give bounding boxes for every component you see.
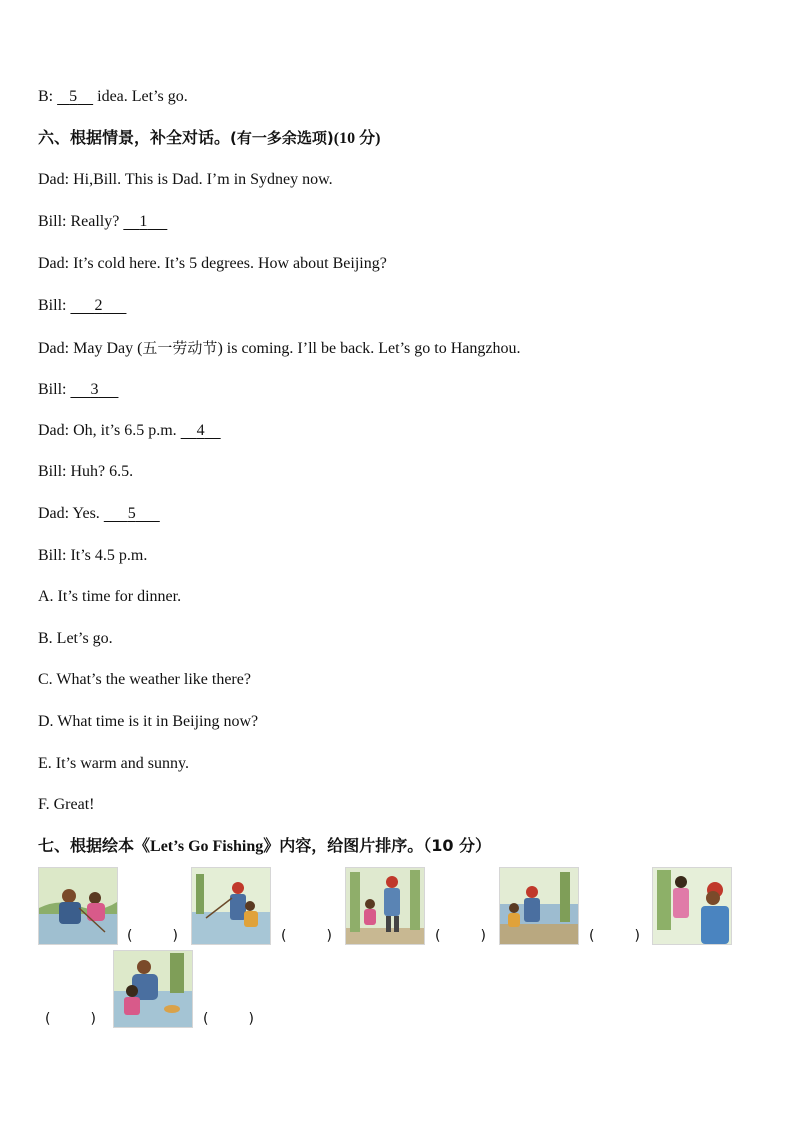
- dialogue-text: It’s cold here. It’s 5 degrees. How about Beijing?: [73, 255, 387, 272]
- blank-number: 5: [127, 505, 136, 522]
- blank-number: 1: [139, 213, 148, 230]
- answer-blank-3[interactable]: [70, 381, 118, 398]
- dialogue-text: ) is coming. I’ll be back. Let’s go to Hangzhou.: [217, 340, 521, 357]
- speaker-label: Dad:: [38, 505, 70, 522]
- blank-number: 3: [90, 381, 99, 398]
- answer-blank-5[interactable]: [104, 505, 160, 522]
- speaker-label: Dad:: [38, 340, 70, 357]
- dialogue-line: [38, 546, 147, 566]
- picture-3: [345, 867, 425, 945]
- speaker-label: B:: [38, 88, 54, 105]
- blank-number: 4: [196, 422, 205, 439]
- dialogue-line: [38, 170, 333, 190]
- option-item: B. Let’s go.: [38, 630, 113, 647]
- dialogue-text: Yes.: [72, 505, 100, 522]
- option-item: E. It’s warm and sunny.: [38, 755, 189, 772]
- speaker-label: Bill:: [38, 297, 67, 314]
- dialogue-line: [38, 212, 167, 232]
- picture-6: [113, 950, 193, 1028]
- blank-number: 2: [94, 297, 103, 314]
- picture-4: [499, 867, 579, 945]
- dialogue-text: It’s 4.5 p.m.: [70, 547, 148, 564]
- answer-paren-3[interactable]: ( ): [435, 928, 486, 944]
- answer-paren-4[interactable]: ( ): [589, 928, 640, 944]
- answer-paren-1[interactable]: ( ): [127, 928, 178, 944]
- answer-blank-2[interactable]: [70, 297, 126, 314]
- answer-blank[interactable]: 5: [69, 88, 78, 105]
- dialogue-line: [38, 380, 118, 400]
- speaker-label: Dad:: [38, 422, 70, 439]
- dialogue-line: [38, 338, 520, 359]
- section-7-title: 七、根据绘本《Let’s Go Fishing》内容，给图片排序。（10 分）: [38, 836, 492, 855]
- answer-paren-2[interactable]: ( ): [281, 928, 332, 944]
- answer-blank-1[interactable]: [123, 213, 167, 230]
- dialogue-line: [38, 296, 126, 316]
- dialogue-text: Oh, it’s 6.5 p.m.: [73, 422, 177, 439]
- picture-5: [652, 867, 732, 945]
- answer-paren-5[interactable]: ( ): [45, 1011, 96, 1027]
- picture-2: [191, 867, 271, 945]
- option-item: C. What’s the weather like there?: [38, 671, 251, 688]
- dialogue-line: [38, 254, 387, 274]
- speaker-label: Dad:: [38, 255, 70, 272]
- option-item: A. It’s time for dinner.: [38, 588, 182, 605]
- speaker-label: Bill:: [38, 381, 67, 398]
- dialogue-line: [38, 504, 160, 524]
- dialogue-line: [38, 421, 221, 441]
- speaker-label: Bill:: [38, 547, 67, 564]
- dialogue-text: Hi,Bill. This is Dad. I’m in Sydney now.: [73, 171, 333, 188]
- section-6-title: 六、根据情景，补全对话。(有一多余选项)(10 分): [38, 128, 381, 147]
- chinese-gloss: 五一劳动节: [142, 339, 218, 357]
- dialogue-text: Huh? 6.5.: [70, 463, 134, 480]
- dialogue-text: May Day (: [73, 340, 143, 357]
- dialogue-line: [38, 462, 133, 482]
- picture-1: [38, 867, 118, 945]
- speaker-label: Bill:: [38, 463, 67, 480]
- option-item: D. What time is it in Beijing now?: [38, 713, 259, 730]
- answer-paren-6[interactable]: ( ): [203, 1011, 254, 1027]
- speaker-label: Dad:: [38, 171, 70, 188]
- prev-answer-line: B: 5 idea. Let’s go.: [38, 88, 188, 105]
- speaker-label: Bill:: [38, 213, 67, 230]
- dialogue-text: Really?: [70, 213, 120, 230]
- answer-blank-4[interactable]: [181, 422, 221, 439]
- option-item: F. Great!: [38, 796, 95, 813]
